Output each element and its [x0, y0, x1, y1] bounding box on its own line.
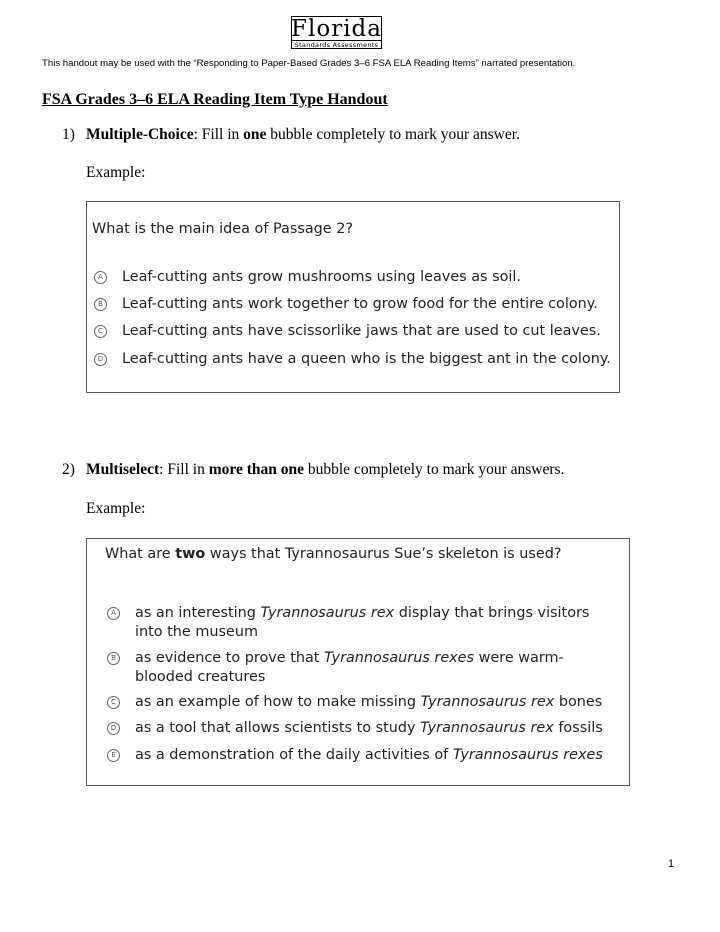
option-text: Leaf-cutting ants grow mushrooms using leaves as soil. [122, 269, 521, 285]
question-stem: What is the main idea of Passage 2? [92, 221, 354, 237]
stem-after: ways that Tyrannosaurus Sue’s skeleton is used? [205, 546, 562, 562]
multiselect-example-box [86, 538, 630, 786]
answer-bubble-icon[interactable]: A [107, 607, 120, 620]
option-text [135, 604, 612, 642]
option-text: Leaf-cutting ants have scissorlike jaws that are used to cut leaves. [122, 323, 601, 339]
logo-subtitle: Standards Assessments [292, 40, 381, 49]
page-title: FSA Grades 3–6 ELA Reading Item Type Handout [42, 91, 388, 108]
answer-option-a[interactable] [107, 604, 612, 642]
answer-bubble-icon[interactable]: D [94, 353, 107, 366]
option-text-after: were warm-blooded creatures [135, 650, 564, 685]
option-text-after: display that brings visitors into the museum [135, 605, 590, 640]
option-text-after: bones [554, 694, 603, 710]
example-label: Example: [86, 500, 146, 517]
answer-option-c[interactable] [107, 693, 612, 712]
option-text [135, 719, 603, 738]
option-text: Leaf-cutting ants work together to grow food for the entire colony. [122, 296, 598, 312]
answer-option-b[interactable] [94, 295, 598, 314]
answer-bubble-icon[interactable]: C [107, 696, 120, 709]
question-stem [105, 546, 561, 562]
page-number: 1 [668, 858, 675, 870]
answer-option-d[interactable] [107, 719, 612, 738]
answer-bubble-icon[interactable]: B [107, 652, 120, 665]
option-text-before: as evidence to prove that [135, 650, 325, 666]
option-text-before: as an interesting [135, 605, 261, 621]
answer-bubble-icon[interactable]: A [94, 271, 107, 284]
option-text-before: as a demonstration of the daily activities of [135, 747, 453, 763]
item-type-multiple-choice [62, 126, 520, 144]
item-number: 2) [62, 461, 75, 478]
item-instruction-before: : Fill in [159, 461, 209, 478]
item-instruction-emphasis: one [243, 126, 267, 143]
option-text [135, 649, 612, 687]
item-instruction-after: bubble completely to mark your answer. [266, 126, 520, 143]
stem-before: What are [105, 546, 176, 562]
item-instruction-emphasis: more than one [208, 461, 304, 478]
answer-bubble-icon[interactable]: D [107, 722, 120, 735]
item-instruction-before: : Fill in [193, 126, 244, 143]
answer-option-d[interactable] [94, 350, 611, 369]
item-type-name: Multiselect [86, 461, 160, 478]
answer-option-c[interactable] [94, 322, 601, 341]
option-text-italic: Tyrannosaurus rex [420, 720, 554, 736]
option-text-italic: Tyrannosaurus rex [420, 694, 555, 710]
option-text-italic: Tyrannosaurus rexes [324, 650, 475, 666]
example-label: Example: [86, 164, 146, 181]
answer-bubble-icon[interactable]: B [94, 298, 107, 311]
item-type-multiselect [62, 461, 564, 479]
stem-emphasis: two [175, 546, 206, 562]
option-text-before: as a tool that allows scientists to study [135, 720, 421, 736]
option-text-italic: Tyrannosaurus rex [260, 605, 395, 621]
option-text-italic: Tyrannosaurus rexes [452, 747, 603, 763]
item-type-name: Multiple-Choice [86, 126, 194, 143]
option-text [135, 746, 603, 765]
logo-word: Florida [291, 16, 382, 42]
item-number: 1) [62, 126, 75, 143]
answer-option-a[interactable] [94, 268, 521, 287]
option-text: Leaf-cutting ants have a queen who is the biggest ant in the colony. [122, 351, 611, 367]
answer-bubble-icon[interactable]: E [107, 749, 120, 762]
usage-note: This handout may be used with the “Responding to Paper-Based Grades 3–6 FSA ELA Reading Items” narrated presentation. [42, 58, 576, 69]
florida-standards-assessments-logo [291, 16, 382, 49]
option-text-after: fossils [553, 720, 603, 736]
multiple-choice-example-box [86, 201, 620, 393]
option-text [135, 693, 602, 712]
item-instruction-after: bubble completely to mark your answers. [304, 461, 565, 478]
answer-bubble-icon[interactable]: C [94, 325, 107, 338]
answer-option-e[interactable] [107, 746, 612, 765]
answer-option-b[interactable] [107, 649, 612, 687]
option-text-before: as an example of how to make missing [135, 694, 421, 710]
